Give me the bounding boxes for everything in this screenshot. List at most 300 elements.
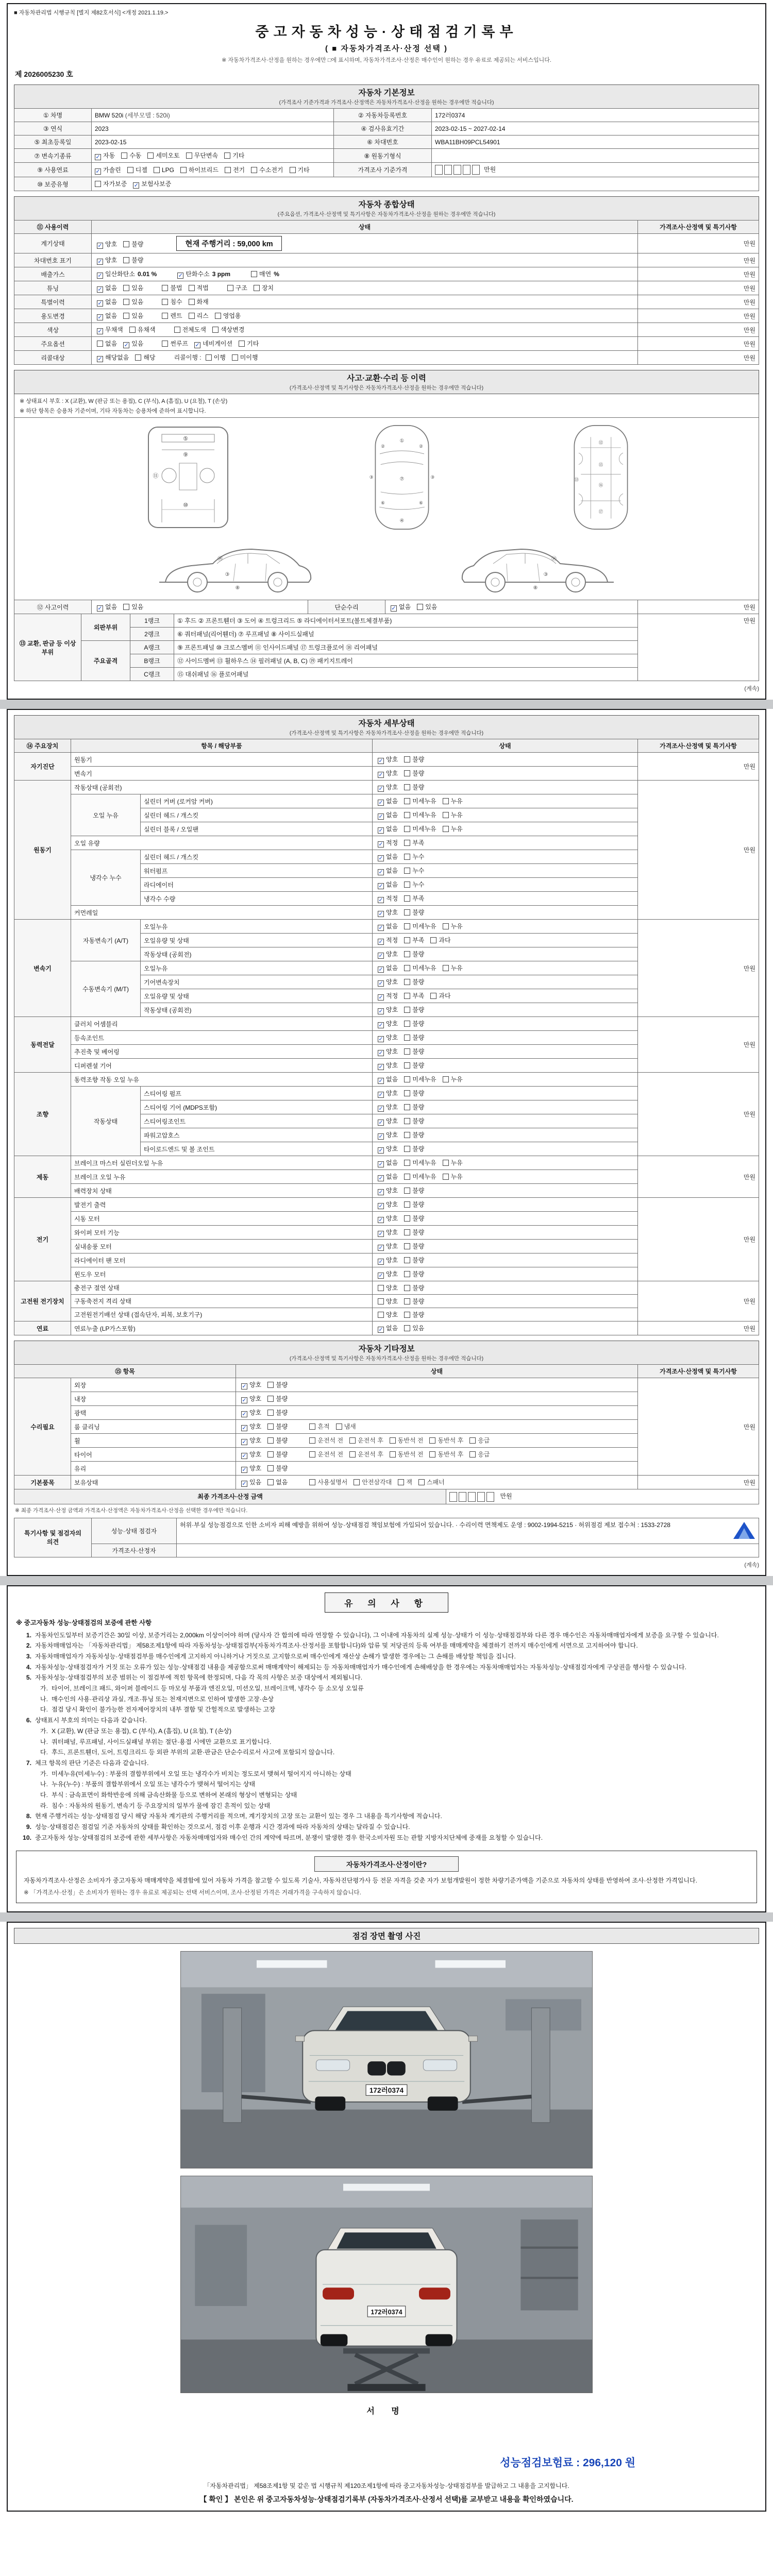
checkbox[interactable] (404, 1243, 410, 1249)
checkbox[interactable] (180, 167, 187, 173)
checkbox[interactable] (404, 1035, 410, 1041)
checkbox[interactable] (154, 167, 160, 173)
check-option (121, 151, 141, 160)
checkbox[interactable] (390, 1437, 396, 1444)
checkbox[interactable] (267, 1410, 274, 1416)
check-option (127, 165, 147, 174)
check-option (97, 325, 123, 334)
checkbox[interactable]: ✓ (378, 786, 383, 792)
overall-item-label: 계기상태 (14, 234, 92, 253)
check-option (97, 297, 117, 307)
checkbox[interactable] (251, 271, 257, 277)
checkbox[interactable]: ✓ (378, 953, 383, 959)
option-group (227, 283, 280, 292)
detail-col-price: 가격조사·산정액 및 특기사항 (638, 739, 759, 753)
option-group (241, 1408, 294, 1417)
amount-unit: 만원 (484, 166, 496, 173)
checkbox[interactable] (239, 341, 245, 347)
checkbox[interactable]: ✓ (378, 758, 383, 765)
overall-item-state (92, 337, 638, 351)
checkbox-label: 운전석 전 (317, 1451, 344, 1459)
option-group (97, 283, 149, 293)
item-name: 광택 (71, 1406, 236, 1420)
checkbox[interactable] (123, 241, 129, 247)
note-item-number: 3. (26, 1653, 31, 1660)
car-diagram-top (358, 422, 446, 533)
checkbox[interactable] (189, 285, 195, 291)
checkbox[interactable] (404, 1298, 410, 1304)
checkbox[interactable] (404, 979, 410, 985)
checkbox[interactable] (404, 812, 410, 818)
checkbox[interactable] (404, 1257, 410, 1263)
section-photos-header (14, 1928, 759, 1944)
checkbox[interactable] (404, 798, 410, 804)
option-group (378, 838, 430, 848)
checkbox[interactable] (404, 1215, 410, 1222)
check-option (123, 339, 143, 348)
checkbox[interactable] (443, 798, 449, 804)
checkbox[interactable]: ✓ (378, 1133, 383, 1140)
checkbox[interactable] (123, 299, 129, 305)
checkbox[interactable]: ✓ (378, 772, 383, 778)
checkbox[interactable]: ✓ (378, 1327, 383, 1333)
checkbox[interactable]: ✓ (378, 1120, 383, 1126)
checkbox[interactable] (404, 951, 410, 957)
checkbox[interactable] (418, 1479, 425, 1485)
checkbox[interactable] (309, 1479, 315, 1485)
checkbox[interactable]: ✓ (133, 182, 139, 189)
checkbox-label: 양호 (386, 1298, 398, 1306)
checkbox-label: 있음 (131, 312, 144, 320)
item-name: 워터펌프 (141, 864, 373, 878)
checkbox[interactable] (267, 1423, 274, 1430)
checkbox[interactable]: ✓ (97, 356, 103, 363)
checkbox[interactable] (404, 1271, 410, 1277)
checkbox[interactable] (390, 1451, 396, 1458)
checkbox[interactable]: ✓ (178, 273, 183, 279)
checkbox[interactable]: ✓ (195, 342, 200, 349)
svg-text:①: ① (399, 438, 405, 444)
checkbox-label: 불량 (412, 1062, 425, 1070)
checkbox[interactable] (404, 923, 410, 929)
check-option (309, 1436, 343, 1445)
accident-history-label: ⑫ 사고이력 (14, 600, 92, 614)
checkbox[interactable] (267, 1382, 274, 1388)
checkbox[interactable] (129, 327, 136, 333)
checkbox[interactable] (162, 299, 168, 305)
checkbox[interactable] (309, 1437, 315, 1444)
checkbox-label: 전체도색 (182, 326, 206, 334)
checkbox[interactable] (404, 1090, 410, 1096)
check-option (378, 894, 398, 903)
checkbox[interactable]: ✓ (242, 1453, 247, 1460)
checkbox[interactable] (430, 937, 436, 943)
option-group (378, 783, 430, 792)
option-group (378, 755, 430, 764)
checkbox-label: 양호 (386, 1145, 398, 1153)
checkbox-label: 적정 (386, 895, 398, 903)
item-name: 유리 (71, 1462, 236, 1476)
check-option (177, 269, 232, 279)
checkbox[interactable] (309, 1423, 315, 1430)
checkbox[interactable]: ✓ (242, 1425, 247, 1432)
final-price-note: ※ 최종 가격조사·산정 금액과 가격조사·산정액은 자동차가격조사·산정을 선택한 경우에만 적습니다. (15, 1507, 248, 1514)
checkbox-label: 누유 (450, 923, 463, 930)
checkbox[interactable]: ✓ (378, 1078, 383, 1084)
check-option (123, 283, 143, 292)
option-group (241, 1380, 294, 1389)
section-overall-note: (주요옵션, 가격조사·산정액 및 특기사항은 자동차가격조사·산정을 원하는 경우에만 적습니다) (277, 211, 496, 218)
checkbox[interactable] (417, 604, 423, 610)
checkbox[interactable]: ✓ (378, 925, 383, 931)
checkbox-label: 매연 (259, 270, 272, 278)
checkbox-label: 양호 (105, 241, 117, 248)
checkbox[interactable] (290, 167, 296, 173)
check-option (267, 1408, 288, 1417)
checkbox-label: 누수 (412, 853, 425, 861)
item-state (373, 947, 638, 961)
checkbox[interactable] (349, 1451, 356, 1458)
checkbox[interactable] (404, 1201, 410, 1208)
checkbox[interactable]: ✓ (378, 1217, 383, 1224)
checkbox-label: 불량 (131, 257, 144, 264)
option-group (378, 866, 430, 875)
checkbox[interactable] (404, 1229, 410, 1235)
final-price-label: 최종 가격조사·산정 금액 (14, 1489, 446, 1504)
checkbox[interactable] (336, 1423, 342, 1430)
overall-item-label: 리콜대상 (14, 351, 92, 365)
overall-item-state (92, 234, 638, 253)
checkbox[interactable]: ✓ (242, 1383, 247, 1390)
detail-state-table (14, 739, 759, 1335)
checkbox[interactable] (404, 826, 410, 832)
checkbox[interactable] (443, 965, 449, 971)
checkbox[interactable]: ✓ (378, 967, 383, 973)
note-item-number: 다. (40, 1749, 48, 1756)
checkbox[interactable]: ✓ (378, 1092, 383, 1098)
checkbox-label: 기타 (232, 152, 245, 159)
checkbox[interactable] (404, 1285, 410, 1291)
checkbox[interactable] (189, 299, 195, 305)
device-row (14, 1476, 759, 1489)
checkbox[interactable]: ✓ (242, 1411, 247, 1418)
check-option (404, 1130, 424, 1139)
checkbox[interactable] (225, 167, 231, 173)
checkbox[interactable] (443, 1174, 449, 1180)
checkbox-label: 없음 (386, 1076, 398, 1083)
check-option (378, 1310, 398, 1319)
check-option (430, 936, 450, 944)
checkbox[interactable] (121, 152, 127, 159)
checkbox[interactable] (404, 840, 410, 846)
item-name: 타이로드엔드 및 볼 조인트 (141, 1142, 373, 1156)
item-state (373, 1281, 638, 1295)
checkbox[interactable] (404, 1325, 410, 1331)
overall-header-row (14, 221, 759, 234)
checkbox[interactable] (267, 1465, 274, 1471)
checkbox[interactable]: ✓ (378, 897, 383, 904)
checkbox[interactable] (404, 868, 410, 874)
checkbox[interactable] (378, 1285, 384, 1291)
checkbox[interactable] (404, 993, 410, 999)
checkbox[interactable] (349, 1437, 356, 1444)
checkbox[interactable] (469, 1451, 476, 1458)
checkbox[interactable]: ✓ (378, 1064, 383, 1071)
check-option (162, 283, 182, 292)
checkbox[interactable] (404, 1188, 410, 1194)
checkbox[interactable] (251, 167, 257, 173)
checkbox[interactable] (123, 285, 129, 291)
overall-item-state (92, 253, 638, 267)
check-option (404, 755, 424, 764)
checkbox[interactable]: ✓ (97, 259, 103, 265)
checkbox[interactable] (404, 854, 410, 860)
checkbox[interactable]: ✓ (378, 800, 383, 806)
checkbox[interactable] (224, 152, 230, 159)
checkbox[interactable] (378, 1298, 384, 1304)
detail-col-item: 항목 / 해당부품 (71, 739, 373, 753)
check-option (404, 1047, 424, 1056)
checkbox[interactable] (404, 1104, 410, 1110)
checkbox[interactable]: ✓ (95, 168, 100, 175)
check-option (404, 838, 424, 847)
checkbox[interactable]: ✓ (97, 243, 103, 249)
note-item-number: 나. (40, 1695, 48, 1703)
checkbox[interactable] (404, 784, 410, 790)
basic-info-row (14, 122, 759, 135)
device-row (14, 920, 759, 934)
checkbox[interactable] (267, 1479, 274, 1485)
checkbox[interactable]: ✓ (97, 605, 103, 612)
checkbox-label: 불량 (412, 1187, 425, 1195)
checkbox[interactable] (404, 1076, 410, 1082)
document-number: 제 2026005230 호 (15, 70, 73, 78)
checkbox[interactable]: ✓ (378, 1161, 383, 1168)
checkbox[interactable] (404, 1021, 410, 1027)
checkbox[interactable] (443, 812, 449, 818)
checkbox[interactable] (127, 167, 133, 173)
checkbox[interactable]: ✓ (378, 1189, 383, 1196)
check-option (241, 1478, 261, 1487)
checkbox[interactable] (123, 313, 129, 319)
checkbox[interactable] (404, 1048, 410, 1055)
checkbox[interactable] (404, 1062, 410, 1069)
checkbox[interactable] (174, 327, 180, 333)
check-option (404, 1005, 424, 1014)
check-option (135, 353, 155, 362)
checkbox[interactable] (267, 1437, 274, 1444)
checkbox[interactable] (123, 604, 129, 610)
check-option (162, 339, 188, 348)
checkbox-label: 무단변속 (194, 152, 219, 159)
checkbox[interactable] (404, 895, 410, 902)
checkbox[interactable] (404, 937, 410, 943)
item-name: 오일누유 (141, 920, 373, 934)
checkbox[interactable]: ✓ (378, 939, 383, 945)
checkbox[interactable] (429, 1437, 435, 1444)
price-cell: 만원 (638, 1321, 759, 1335)
check-option (378, 852, 398, 861)
checkbox[interactable]: ✓ (378, 1147, 383, 1154)
item-name: 클러치 어셈블리 (71, 1017, 373, 1031)
section-basic-note: (가격조사 기준가격과 가격조사·산정액은 자동차가격조사·산정을 원하는 경우에만 적습니다) (279, 99, 494, 106)
checkbox[interactable]: ✓ (378, 1036, 383, 1043)
checkbox[interactable] (162, 341, 168, 347)
option-group (162, 297, 214, 306)
price-cell: 만원 (638, 351, 759, 365)
checkbox[interactable]: ✓ (378, 1259, 383, 1265)
item-name: 구동축전지 격리 상태 (71, 1295, 373, 1308)
checkbox[interactable]: ✓ (378, 827, 383, 834)
checkbox[interactable] (429, 1451, 435, 1458)
checkbox[interactable] (123, 257, 129, 263)
checkbox[interactable] (189, 313, 195, 319)
checkbox[interactable] (398, 1479, 404, 1485)
checkbox[interactable] (404, 1146, 410, 1152)
checkbox[interactable] (404, 1007, 410, 1013)
checkbox[interactable]: ✓ (378, 1050, 383, 1057)
checkbox[interactable] (162, 285, 168, 291)
check-option (97, 602, 117, 612)
checkbox-label: 불량 (412, 756, 425, 764)
checkbox[interactable] (215, 313, 221, 319)
checkbox[interactable] (97, 341, 103, 347)
checkbox[interactable] (443, 923, 449, 929)
checkbox[interactable]: ✓ (378, 869, 383, 876)
checkbox[interactable] (404, 770, 410, 776)
checkbox[interactable]: ✓ (378, 1231, 383, 1238)
checkbox[interactable]: ✓ (378, 1022, 383, 1029)
checkbox[interactable]: ✓ (242, 1481, 247, 1487)
item-state (373, 1128, 638, 1142)
checkbox[interactable] (147, 152, 154, 159)
device-name: 기본품목 (14, 1476, 71, 1489)
checkbox[interactable]: ✓ (378, 1175, 383, 1182)
checkbox[interactable]: ✓ (378, 980, 383, 987)
signature-space[interactable] (14, 2416, 759, 2452)
checkbox[interactable]: ✓ (378, 994, 383, 1001)
check-option (378, 824, 398, 834)
option-group (378, 1089, 430, 1098)
field-value: BMW 520i (세부모델 : 520i) (92, 109, 334, 122)
car-damage-diagrams (14, 418, 759, 600)
item-name: 실린더 블록 / 오일팬 (141, 822, 373, 836)
checkbox[interactable]: ✓ (378, 1008, 383, 1015)
device-name: 연료 (14, 1321, 71, 1335)
section-accident-title: 사고·교환·수리 등 이력 (347, 374, 426, 383)
checkbox-label: 응급 (478, 1451, 490, 1459)
checkbox-label: 불량 (412, 1048, 425, 1056)
option-group (378, 950, 430, 959)
checkbox[interactable] (227, 285, 233, 291)
checkbox[interactable]: ✓ (378, 1273, 383, 1279)
checkbox[interactable]: ✓ (97, 314, 103, 321)
checkbox[interactable] (404, 1312, 410, 1318)
svg-text:②: ② (419, 444, 423, 449)
checkbox[interactable] (404, 1118, 410, 1124)
check-option (378, 1061, 398, 1070)
field-label: ⑧ 원동기형식 (334, 149, 432, 163)
checkbox[interactable] (309, 1451, 315, 1458)
checkbox-label: 양호 (386, 1201, 398, 1209)
checkbox[interactable] (95, 181, 101, 187)
checkbox[interactable] (267, 1396, 274, 1402)
checkbox-label: 미세누유 (412, 825, 436, 833)
checkbox[interactable]: ✓ (95, 154, 100, 160)
checkbox-label: 불량 (276, 1451, 288, 1459)
checkbox[interactable]: ✓ (378, 883, 383, 890)
checkbox[interactable] (404, 965, 410, 971)
checkbox[interactable]: ✓ (378, 814, 383, 820)
checkbox[interactable]: ✓ (242, 1467, 247, 1473)
check-option (404, 977, 424, 986)
checkbox[interactable] (404, 882, 410, 888)
checkbox[interactable]: ✓ (97, 286, 103, 293)
checkbox[interactable]: ✓ (378, 855, 383, 862)
checkbox[interactable] (267, 1451, 274, 1458)
checkbox[interactable]: ✓ (378, 911, 383, 918)
basic-info-table (14, 108, 759, 191)
checkbox[interactable]: ✓ (378, 1203, 383, 1210)
checkbox[interactable] (443, 826, 449, 832)
checkbox[interactable]: ✓ (378, 1106, 383, 1112)
check-option (404, 908, 424, 917)
checkbox[interactable] (378, 1312, 384, 1318)
checkbox[interactable]: ✓ (378, 841, 383, 848)
checkbox[interactable] (404, 756, 410, 762)
checkbox[interactable] (186, 152, 192, 159)
checkbox[interactable] (404, 1174, 410, 1180)
checkbox[interactable] (254, 285, 260, 291)
checkbox[interactable]: ✓ (97, 273, 103, 279)
checkbox[interactable] (206, 354, 212, 361)
item-state (373, 822, 638, 836)
final-price-row (14, 1489, 759, 1504)
checkbox[interactable]: ✓ (391, 605, 396, 612)
checkbox[interactable] (430, 993, 436, 999)
checkbox[interactable]: ✓ (97, 328, 103, 335)
checkbox[interactable]: ✓ (242, 1439, 247, 1446)
item-state (236, 1378, 638, 1392)
checkbox[interactable]: ✓ (242, 1397, 247, 1404)
checkbox[interactable] (404, 1160, 410, 1166)
svg-text:⑭: ⑭ (551, 556, 557, 563)
note-item-text: 부식 : 금속표면이 화학반응에 의해 금속산화물 등으로 변하여 본래의 형상이 변형되는 상태 (52, 1791, 297, 1799)
checkbox[interactable] (354, 1479, 360, 1485)
checkbox[interactable] (404, 1132, 410, 1138)
checkbox[interactable]: ✓ (378, 1245, 383, 1251)
checkbox[interactable] (212, 327, 219, 333)
checkbox-label: 있음 (131, 603, 144, 611)
check-option (443, 1075, 463, 1083)
checkbox[interactable] (135, 354, 141, 361)
checkbox-label: 불량 (412, 1284, 425, 1292)
checkbox-label: 없음 (386, 1159, 398, 1167)
checkbox-label: 없음 (105, 298, 117, 306)
checkbox[interactable] (232, 354, 238, 361)
item-state (373, 1253, 638, 1267)
checkbox[interactable] (404, 909, 410, 916)
panel-rank-items: ⑮ 대쉬패널 ⑯ 플로어패널 (174, 668, 638, 681)
checkbox[interactable]: ✓ (97, 300, 103, 307)
check-option (443, 963, 463, 972)
checkbox[interactable] (443, 1160, 449, 1166)
checkbox[interactable]: ✓ (124, 342, 129, 349)
checkbox[interactable] (162, 313, 168, 319)
simple-repair-state (385, 600, 638, 614)
checkbox[interactable] (443, 1076, 449, 1082)
checkbox[interactable] (469, 1437, 476, 1444)
